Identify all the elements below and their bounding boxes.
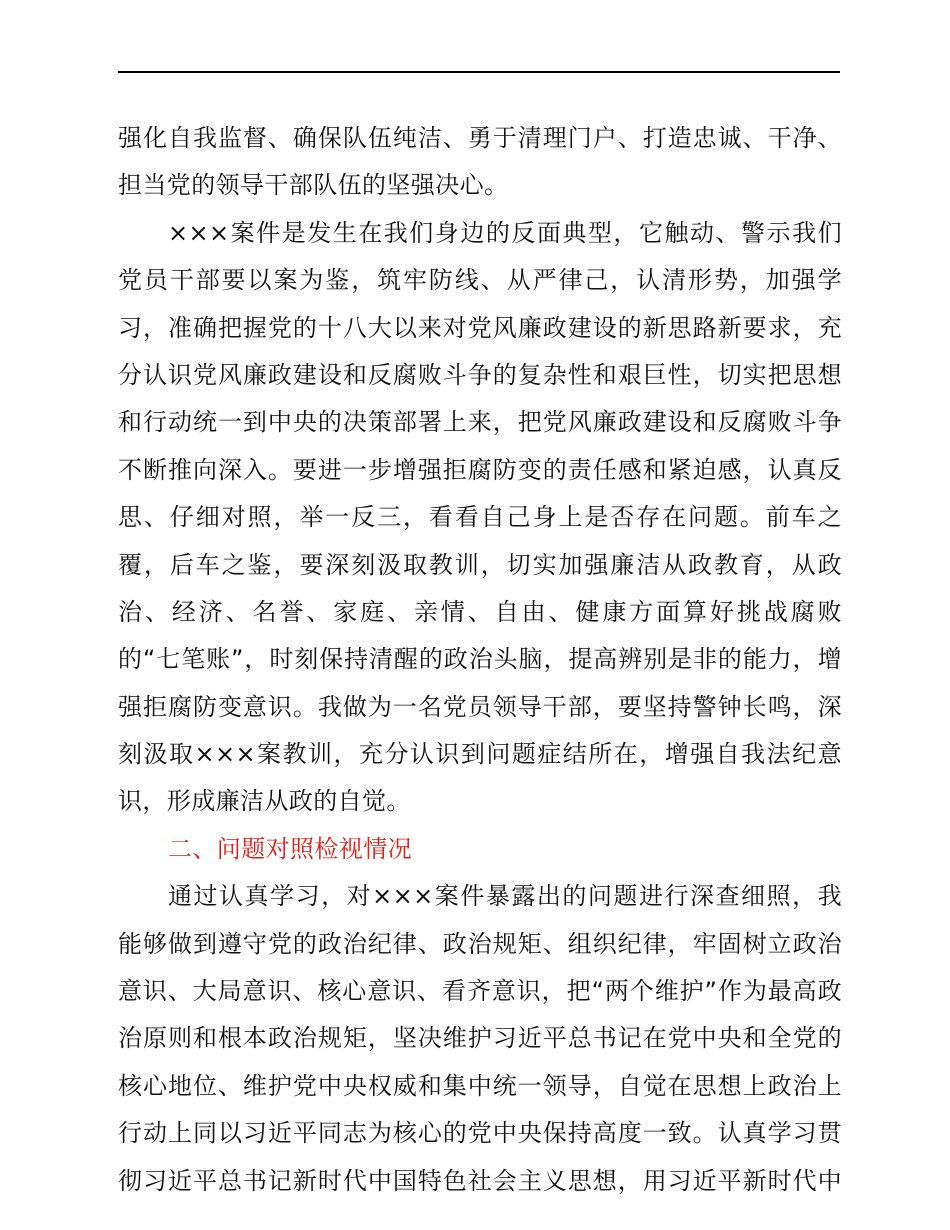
text-line: 治、经济、名誉、家庭、亲情、自由、健康方面算好挑战腐败 bbox=[118, 597, 842, 626]
text-line: 担当党的领导干部队伍的坚强决心。 bbox=[118, 171, 509, 200]
text-line: 治原则和根本政治规矩，坚决维护习近平总书记在党中央和全党的 bbox=[118, 1024, 842, 1053]
text-line: 习，准确把握党的十八大以来对党风廉政建设的新思路新要求，充 bbox=[118, 313, 842, 342]
text-line: 分认识党风廉政建设和反腐败斗争的复杂性和艰巨性，切实把思想 bbox=[118, 360, 842, 389]
text-line: 能够做到遵守党的政治纪律、政治规矩、组织纪律，牢固树立政治 bbox=[118, 929, 842, 958]
text-line: 识，形成廉洁从政的自觉。 bbox=[118, 787, 411, 816]
text-line: 彻习近平总书记新时代中国特色社会主义思想，用习近平新时代中 bbox=[118, 1166, 842, 1195]
section-heading: 二、问题对照检视情况 bbox=[168, 834, 412, 863]
text-line: 强化自我监督、确保队伍纯洁、勇于清理门户、打造忠诚、干净、 bbox=[118, 124, 842, 152]
paragraph-start-line: ×××案件是发生在我们身边的反面典型，它触动、警示我们 bbox=[168, 218, 842, 247]
text-line: 党员干部要以案为鉴，筑牢防线、从严律己，认清形势，加强学 bbox=[118, 266, 842, 295]
text-line: 意识、大局意识、核心意识、看齐意识，把“两个维护”作为最高政 bbox=[118, 977, 842, 1006]
text-line: 刻汲取×××案教训，充分认识到问题症结所在，增强自我法纪意 bbox=[118, 740, 842, 769]
text-line: 覆，后车之鉴，要深刻汲取教训，切实加强廉洁从政教育，从政 bbox=[118, 550, 842, 579]
header-rule bbox=[118, 71, 840, 73]
text-line: 思、仔细对照，举一反三，看看自己身上是否存在问题。前车之 bbox=[118, 503, 842, 532]
text-line: 不断推向深入。要进一步增强拒腐防变的责任感和紧迫感，认真反 bbox=[118, 455, 842, 484]
paragraph-start-line: 通过认真学习，对×××案件暴露出的问题进行深查细照，我 bbox=[168, 882, 842, 911]
text-line: 强拒腐防变意识。我做为一名党员领导干部，要坚持警钟长鸣，深 bbox=[118, 692, 842, 721]
text-line: 行动上同以习近平同志为核心的党中央保持高度一致。认真学习贯 bbox=[118, 1119, 842, 1148]
text-line: 和行动统一到中央的决策部署上来，把党风廉政建设和反腐败斗争 bbox=[118, 408, 842, 437]
text-line: 核心地位、维护党中央权威和集中统一领导，自觉在思想上政治上 bbox=[118, 1071, 842, 1100]
body-text bbox=[118, 115, 842, 1205]
text-line: 的“七笔账”，时刻保持清醒的政治头脑，提高辨别是非的能力，增 bbox=[118, 645, 842, 674]
